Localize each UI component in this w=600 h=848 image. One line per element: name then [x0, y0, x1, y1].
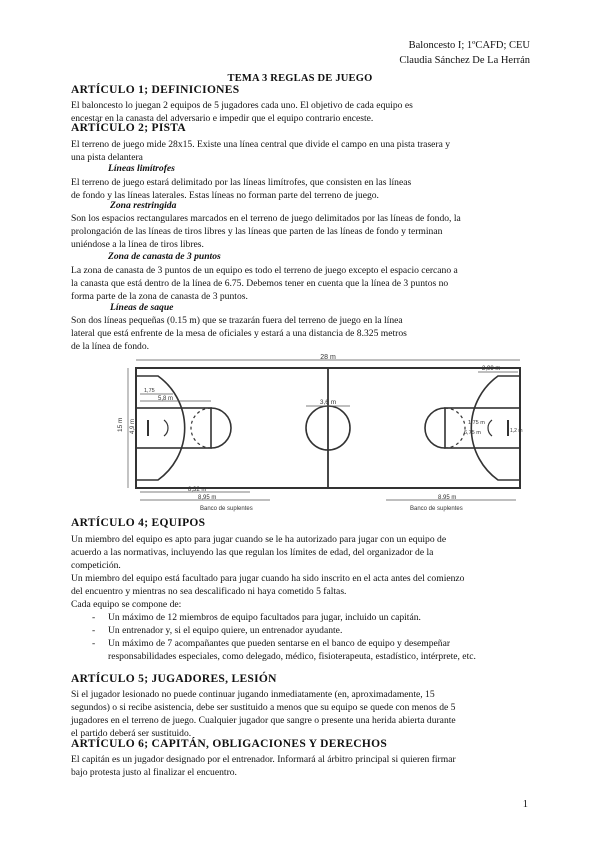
text-line: jugadores en el terreno de juego. Cualquier jugador que sangre o presente una herida abierta durante: [71, 715, 456, 726]
text-line: del encuentro y mientras no sea descalificado ni haya cometido 5 faltas.: [71, 586, 347, 597]
text-line: lateral que está enfrente de la mesa de oficiales y estará a una distancia de 8.325 metros: [71, 328, 407, 339]
list-item: - Un máximo de 7 acompañantes que pueden sentarse en el banco de equipo y desempeñar responsabilidades especiales, como delegado, médico, fisioterapeuta, estadístico, intérprete, etc.: [92, 638, 522, 676]
dim-4-9: 4,9 m: [130, 418, 136, 434]
text-line: Un miembro del equipo es apto para jugar cuando se le ha autorizado para jugar con un equipo de: [71, 534, 447, 545]
dim-8-32: 8,32 m: [188, 487, 207, 493]
subheading-saque: Líneas de saque: [110, 302, 174, 313]
dim-1-2: 1,2 m: [510, 428, 523, 434]
text-line: el partido deberá ser sustituido.: [71, 728, 192, 739]
text-line: Son dos líneas pequeñas (0.15 m) que se trazarán fuera del terreno de juego en la línea: [71, 315, 403, 326]
article-4-heading: ARTÍCULO 4; EQUIPOS: [71, 517, 206, 529]
header-author: Claudia Sánchez De La Herrán: [399, 55, 530, 66]
text-line: de fondo y las líneas laterales. Estas líneas no forman parte del terreno de juego.: [71, 190, 379, 201]
text-line: una pista delantera: [71, 152, 143, 163]
article-4-text: [71, 533, 531, 611]
text-line: la canasta que está dentro de la línea de 6.75. Debemos tener en cuenta que la línea de 3 puntos no: [71, 278, 449, 289]
dim-2-99: 2,99 m: [482, 366, 501, 372]
dim-length: 28 m: [320, 354, 336, 361]
dim-width: 15 m: [117, 417, 124, 432]
text-line: de la línea de fondo.: [71, 341, 150, 352]
document-title: TEMA 3 REGLAS DE JUEGO: [227, 73, 373, 84]
dim-3-6: 3,6 m: [319, 399, 337, 406]
court-diagram: [118, 354, 538, 516]
restringida-text: [71, 212, 531, 251]
article-2-text: [71, 138, 531, 164]
dim-1-75: 1,75: [144, 388, 155, 394]
article-6-heading: ARTÍCULO 6; CAPITÁN, OBLIGACIONES Y DERECHOS: [71, 738, 388, 750]
subheading-restringida: Zona restringida: [110, 200, 177, 211]
article-5-text: [71, 688, 531, 740]
text-line: forma parte de la zona de canasta de 3 puntos.: [71, 291, 248, 302]
text-line: uniéndose a la línea de tiros libres.: [71, 239, 204, 250]
text-line: Si el jugador lesionado no puede continuar jugando inmediatamente (en, aproximadamente, 15: [71, 689, 435, 700]
dim-1-75m: 1,75 m: [468, 420, 485, 426]
text-line: prolongación de las líneas de tiros libres y las líneas que parten de las líneas de fondo y terminan: [71, 226, 443, 237]
limitrofes-text: [71, 176, 531, 202]
article-1-heading: ARTÍCULO 1; DEFINICIONES: [71, 84, 240, 96]
header-course: Baloncesto I; 1ºCAFD; CEU: [408, 40, 530, 51]
article-5-heading: ARTÍCULO 5; JUGADORES, LESIÓN: [71, 673, 277, 685]
text-line: El baloncesto lo juegan 2 equipos de 5 jugadores cada uno. El objetivo de cada equipo es: [71, 100, 413, 111]
text-line: acuerdo a las normativas, incluyendo las que regulan los límites de edad, del organizador de la: [71, 547, 434, 558]
list-item-text: Un entrenador y, si el equipo quiere, un entrenador ayudante.: [108, 625, 343, 636]
bench-right-label: Banco de suplentes: [410, 506, 463, 512]
list-item-text: Un máximo de 12 miembros de equipo facultados para jugar, incluido un capitán.: [108, 612, 421, 623]
text-line: El terreno de juego estará delimitado por las líneas limítrofes, que consisten en las líneas: [71, 177, 412, 188]
text-line: encestar en la canasta del adversario e impedir que el equipo contrario enceste.: [71, 113, 374, 124]
text-line: bajo protesta justo al finalizar el encuentro.: [71, 767, 237, 778]
subheading-limitrofes: Líneas limítrofes: [108, 163, 175, 174]
tres-puntos-text: [71, 264, 531, 303]
text-line: La zona de canasta de 3 puntos de un equipo es todo el terreno de juego excepto el espacio cercano a: [71, 265, 458, 276]
text-line: segundos) o si recibe asistencia, debe ser sustituido a menos que su equipo se quede con menos de 5: [71, 702, 456, 713]
page-number: 1: [522, 799, 528, 810]
article-2-heading: ARTÍCULO 2; PISTA: [71, 122, 187, 134]
text-line: Un miembro del equipo está facultado para jugar cuando ha sido inscrito en el acta antes del comienzo: [71, 573, 465, 584]
text-line: El capitán es un jugador designado por el entrenador. Informará al árbitro principal si quieren firmar: [71, 754, 456, 765]
dim-5-8: 5,8 m: [158, 396, 174, 402]
text-line: competición.: [71, 560, 121, 571]
saque-text: [71, 314, 531, 353]
dim-6-75: 6,75 m: [464, 430, 481, 436]
text-line: Cada equipo se compone de:: [71, 599, 182, 610]
bench-left-label: Banco de suplentes: [200, 506, 253, 512]
dim-8-95-left: 8,95 m: [198, 495, 217, 501]
dim-8-95-right: 8.95 m: [438, 495, 457, 501]
text-line: Son los espacios rectangulares marcados en el terreno de juego delimitados por las líneas de fondo, la: [71, 213, 461, 224]
text-line: El terreno de juego mide 28x15. Existe una línea central que divide el campo en una pista trasera y: [71, 139, 451, 150]
list-item-text: Un máximo de 7 acompañantes que pueden sentarse en el banco de equipo y desempeñar responsabilidades especiales, como delegado, médico, fisioterapeuta, estadístico, intérprete, etc.: [108, 638, 476, 662]
subheading-tres-puntos: Zona de canasta de 3 puntos: [108, 251, 221, 262]
article-6-text: [71, 753, 531, 779]
